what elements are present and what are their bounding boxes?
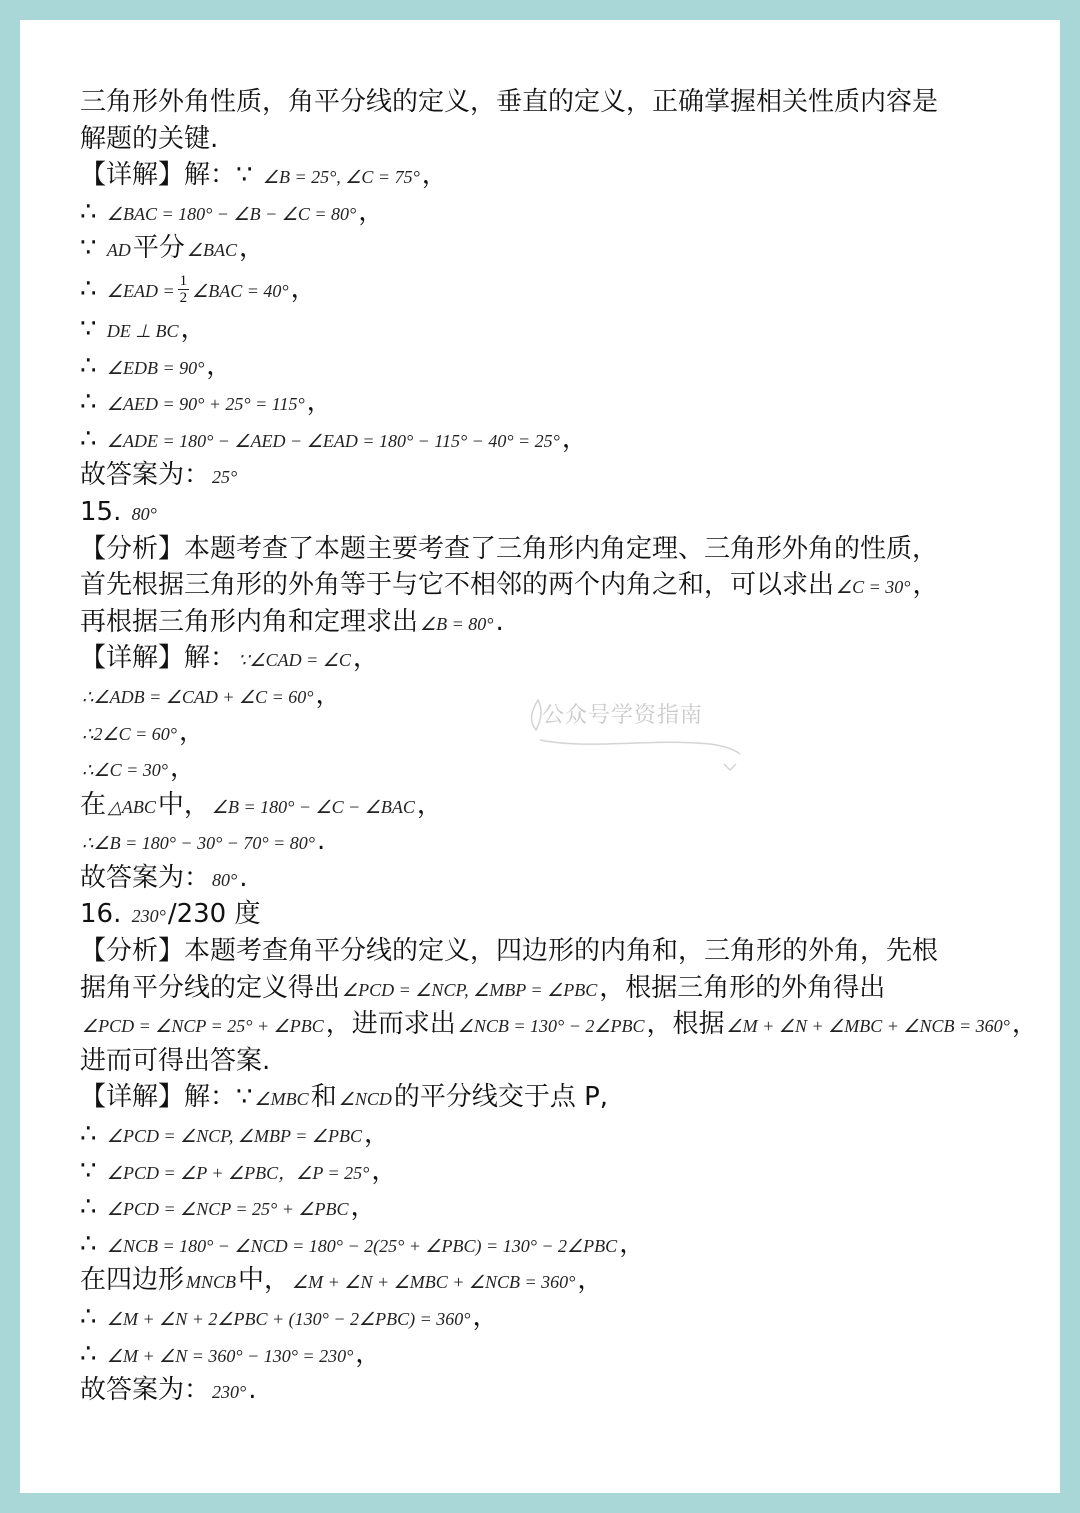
text-segment: 【分析】本题考查角平分线的定义，四边形的内角和，三角形的外角，先根 bbox=[80, 936, 939, 967]
watermark bbox=[510, 680, 750, 780]
math-expression: ∠B = 25°, ∠C = 75° bbox=[262, 167, 420, 188]
math-expression: ∠ADE = 180° − ∠AED − ∠EAD = 180° − 115° − 40° = 25° bbox=[106, 430, 560, 451]
text-segment: ∴ bbox=[80, 350, 105, 381]
math-expression: ∠NCB = 130° − 2∠PBC bbox=[457, 1016, 645, 1037]
text-line bbox=[80, 84, 1000, 121]
text-segment: ， bbox=[619, 1228, 646, 1259]
text-segment: ∴ bbox=[80, 1192, 105, 1223]
text-segment: 【详解】解：∵ bbox=[80, 160, 261, 191]
text-segment: 16. bbox=[80, 899, 130, 930]
math-expression: 25° bbox=[212, 467, 238, 488]
text-line bbox=[80, 860, 1000, 897]
text-line bbox=[80, 348, 1000, 385]
text-segment: ， bbox=[371, 1155, 398, 1186]
math-expression: ∠M + ∠N + ∠MBC + ∠NCB = 360° bbox=[292, 1272, 576, 1293]
text-segment: ∴ bbox=[80, 1302, 105, 1332]
text-segment: ， bbox=[238, 233, 265, 264]
text-segment: . bbox=[248, 1375, 257, 1406]
text-segment: . bbox=[316, 826, 326, 857]
fraction-numerator: 1 bbox=[179, 272, 188, 289]
text-segment: ， bbox=[290, 273, 317, 304]
text-segment: ， bbox=[355, 1338, 382, 1369]
math-expression: ∠AED = 90° + 25° = 115° bbox=[106, 394, 305, 415]
text-segment: 【详解】解：∵ bbox=[80, 1082, 253, 1113]
text-segment: 进而可得出答案. bbox=[80, 1045, 271, 1076]
math-expression: ∠M + ∠N + ∠MBC + ∠NCB = 360° bbox=[726, 1016, 1010, 1037]
math-expression: ∠BAC bbox=[186, 240, 237, 261]
text-segment: ，进而求出 bbox=[325, 1009, 456, 1040]
text-segment: ，根据三角形的外角得出 bbox=[599, 972, 886, 1003]
math-expression: △ABC bbox=[108, 796, 156, 817]
text-segment: ，根据 bbox=[646, 1009, 725, 1040]
math-expression: ∠MBC bbox=[254, 1089, 309, 1110]
math-expression: ∠EDB = 90° bbox=[106, 357, 205, 378]
text-line bbox=[80, 457, 1000, 494]
text-line bbox=[80, 1043, 1000, 1080]
text-line bbox=[80, 1299, 1000, 1336]
text-line bbox=[80, 1262, 1000, 1299]
fraction bbox=[178, 273, 190, 306]
math-expression: ∠B = 180° − ∠C − ∠BAC bbox=[211, 796, 415, 817]
text-line bbox=[80, 157, 1000, 194]
text-line bbox=[80, 267, 1000, 311]
text-line bbox=[80, 1336, 1000, 1373]
math-expression: ∴2∠C = 60° bbox=[82, 723, 177, 744]
document-page bbox=[20, 20, 1060, 1493]
watermark-swirl-icon bbox=[510, 680, 750, 780]
text-segment: 【分析】本题考查了本题主要考查了三角形内角定理、三角形外角的性质， bbox=[80, 533, 939, 564]
text-segment: 解题的关键. bbox=[80, 123, 219, 154]
math-expression: 80° bbox=[131, 503, 157, 524]
text-line bbox=[80, 194, 1000, 231]
text-line bbox=[80, 640, 1000, 677]
math-expression: 230° bbox=[212, 1382, 247, 1403]
math-expression: ∠EAD = bbox=[106, 280, 175, 301]
text-segment: ， bbox=[416, 789, 443, 820]
text-line bbox=[80, 1372, 1000, 1409]
math-expression: ∠PCD = ∠NCP = 25° + ∠PBC bbox=[106, 1199, 349, 1220]
math-expression: ∴∠C = 30° bbox=[82, 760, 168, 781]
math-expression: AD bbox=[106, 240, 131, 261]
text-line bbox=[80, 933, 1000, 970]
text-segment: 三角形外角性质，角平分线的定义，垂直的定义，正确掌握相关性质内容是 bbox=[80, 87, 939, 117]
text-segment: ∴ bbox=[80, 423, 105, 454]
math-expression: ∠BAC = 40° bbox=[192, 280, 289, 301]
text-line bbox=[80, 1189, 1000, 1226]
text-segment: ， bbox=[364, 1119, 391, 1150]
text-segment: 【详解】解： bbox=[80, 643, 237, 674]
text-line bbox=[80, 311, 1000, 348]
text-line bbox=[80, 823, 1000, 860]
text-segment: ∵ bbox=[80, 313, 105, 344]
text-segment: ， bbox=[352, 643, 379, 674]
text-line bbox=[80, 787, 1000, 824]
text-segment: ， bbox=[561, 423, 588, 454]
text-segment: ∴ bbox=[80, 1228, 105, 1259]
math-expression: ∠PCD = ∠NCP, ∠MBP = ∠PBC bbox=[342, 979, 598, 1000]
text-segment: 首先根据三角形的外角等于与它不相邻的两个内角之和，可以求出 bbox=[80, 570, 835, 601]
math-expression: 80° bbox=[212, 869, 238, 890]
math-expression: ∠M + ∠N + 2∠PBC + (130° − 2∠PBC) = 360° bbox=[106, 1309, 471, 1329]
math-expression: ∠M + ∠N = 360° − 130° = 230° bbox=[106, 1345, 354, 1366]
math-expression: ∠NCD bbox=[338, 1089, 392, 1110]
math-expression: ∵∠CAD = ∠C bbox=[238, 650, 351, 671]
text-segment: ∵ bbox=[80, 233, 105, 264]
text-segment: 故答案为： bbox=[80, 460, 211, 491]
math-expression: ∠PCD = ∠NCP = 25° + ∠PBC bbox=[82, 1016, 324, 1037]
text-segment: ， bbox=[350, 1192, 377, 1223]
text-line bbox=[80, 1079, 1000, 1116]
text-line bbox=[80, 1226, 1000, 1263]
text-segment: 故答案为： bbox=[80, 1375, 211, 1406]
math-expression: DE ⊥ BC bbox=[106, 320, 179, 341]
text-line bbox=[80, 121, 1000, 158]
text-segment: ∴ bbox=[80, 196, 105, 227]
text-line bbox=[80, 567, 1000, 604]
text-segment: ， bbox=[306, 387, 333, 418]
text-segment: 中， bbox=[238, 1265, 291, 1296]
text-segment: 故答案为： bbox=[80, 862, 211, 893]
text-line bbox=[80, 384, 1000, 421]
math-expression: ∴∠B = 180° − 30° − 70° = 80° bbox=[82, 833, 315, 854]
text-line bbox=[80, 531, 1000, 568]
text-segment: . bbox=[495, 606, 504, 637]
math-expression: ∠PCD = ∠P + ∠PBC，∠P = 25° bbox=[106, 1162, 370, 1183]
fraction-denominator: 2 bbox=[179, 289, 188, 306]
text-segment: ∴ bbox=[80, 1119, 105, 1150]
math-expression: ∠B = 80° bbox=[420, 613, 494, 634]
text-segment: /230 度 bbox=[167, 899, 261, 930]
text-segment: ∵ bbox=[80, 1155, 105, 1186]
text-segment: ， bbox=[421, 160, 448, 191]
text-segment: ， bbox=[912, 570, 939, 601]
math-expression: 230° bbox=[131, 906, 166, 927]
text-line bbox=[80, 494, 1000, 531]
text-segment: ∴ bbox=[80, 273, 105, 304]
text-segment: ∴ bbox=[80, 1338, 105, 1369]
text-segment: 在四边形 bbox=[80, 1265, 185, 1296]
text-segment: 据角平分线的定义得出 bbox=[80, 972, 341, 1003]
math-expression: ∠NCB = 180° − ∠NCD = 180° − 2(25° + ∠PBC) = 130° − 2∠PBC bbox=[106, 1235, 618, 1256]
math-expression: ∠C = 30° bbox=[836, 577, 911, 598]
text-segment: 再根据三角形内角和定理求出 bbox=[80, 606, 419, 637]
text-segment: ， bbox=[1011, 1009, 1038, 1040]
text-line bbox=[80, 970, 1000, 1007]
text-line bbox=[80, 421, 1000, 458]
text-line bbox=[80, 1116, 1000, 1153]
text-line bbox=[80, 604, 1000, 641]
text-segment: ， bbox=[169, 753, 196, 784]
text-segment: . bbox=[239, 862, 248, 893]
text-line bbox=[80, 1153, 1000, 1190]
text-segment: 中， bbox=[157, 789, 210, 820]
text-line bbox=[80, 1006, 1038, 1043]
text-segment: ， bbox=[472, 1302, 499, 1332]
text-segment: 在 bbox=[80, 789, 107, 820]
math-expression: ∴∠ADB = ∠CAD + ∠C = 60° bbox=[82, 686, 314, 707]
text-segment: ， bbox=[358, 196, 385, 227]
text-segment: 平分 bbox=[132, 233, 185, 264]
math-expression: ∠PCD = ∠NCP, ∠MBP = ∠PBC bbox=[106, 1126, 362, 1147]
text-segment: ， bbox=[315, 679, 342, 710]
text-segment: ， bbox=[178, 716, 205, 747]
text-segment: ∴ bbox=[80, 387, 105, 418]
text-segment: ， bbox=[206, 350, 233, 381]
text-segment: 和 bbox=[310, 1082, 337, 1113]
watermark-text: 公众号学资指南 bbox=[542, 703, 704, 728]
math-expression: MNCB bbox=[186, 1272, 237, 1293]
text-line bbox=[80, 896, 1000, 933]
text-segment: ， bbox=[577, 1265, 604, 1296]
text-segment: ， bbox=[180, 313, 207, 344]
text-segment: 的平分线交于点 P, bbox=[393, 1082, 609, 1113]
text-segment: 15. bbox=[80, 496, 130, 527]
math-expression: ∠BAC = 180° − ∠B − ∠C = 80° bbox=[106, 203, 357, 224]
text-line bbox=[80, 230, 1000, 267]
